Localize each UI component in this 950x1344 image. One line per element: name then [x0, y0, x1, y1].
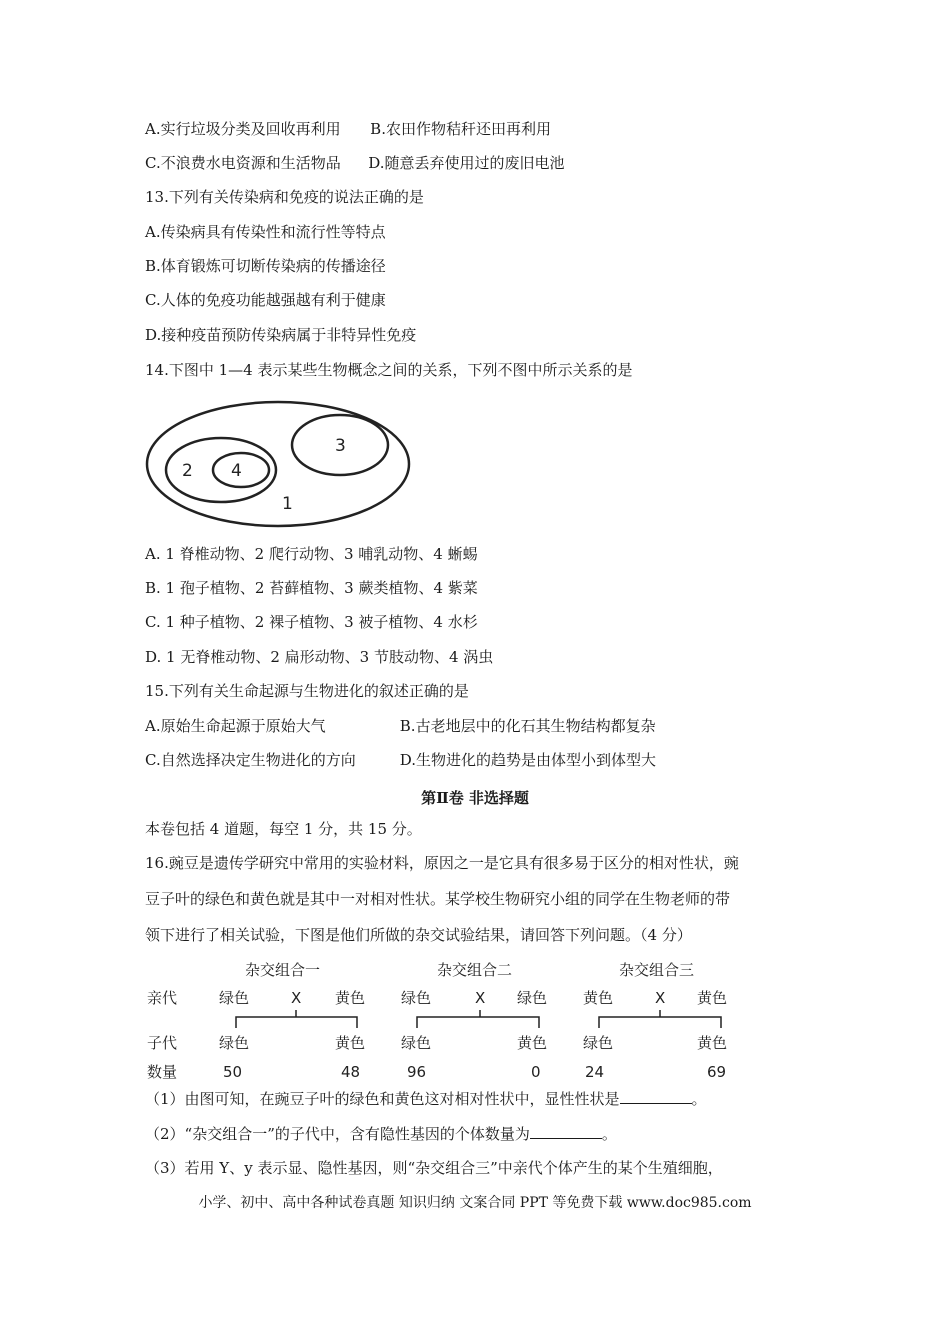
q16-sub-1	[145, 1089, 707, 1109]
q15-option-c: C.自然选择决定生物进化的方向	[145, 751, 356, 769]
group-3-offspring-1: 绿色	[583, 1034, 614, 1052]
group-2-count-1: 96	[407, 1063, 427, 1081]
group-2-offspring-2: 黄色	[517, 1034, 548, 1052]
page-footer: 小学、初中、高中各种试卷真题 知识归纳 文案合同 PPT 等免费下载 www.doc985.com	[198, 1195, 752, 1211]
q16-sub-2	[145, 1124, 617, 1144]
hybridization-results-diagram	[145, 958, 745, 1088]
row-label-count: 数量	[147, 1063, 178, 1081]
group-2-offspring-1: 绿色	[401, 1034, 432, 1052]
q13-option-a: A.传染病具有传染性和流行性等特点	[145, 223, 386, 241]
answer-blank-1[interactable]	[620, 1089, 692, 1104]
q15-stem: 15.下列有关生命起源与生物进化的叙述正确的是	[145, 682, 469, 700]
group-1-count-1: 50	[223, 1063, 243, 1081]
group-1-cross: X	[291, 989, 302, 1007]
q16-line-3: 领下进行了相关试验，下图是他们所做的杂交试验结果，请回答下列问题。（4 分）	[145, 926, 692, 944]
q15-option-a: A.原始生命起源于原始大气	[145, 717, 326, 735]
group-1-offspring-2: 黄色	[335, 1034, 366, 1052]
group-1-parent-2: 黄色	[335, 989, 366, 1007]
q15-options-row-2	[145, 750, 656, 770]
group-2-parent-1: 绿色	[401, 989, 432, 1007]
group-3-count-2: 69	[707, 1063, 727, 1081]
group-2-title: 杂交组合二	[437, 961, 513, 979]
q12-options-row-2	[145, 153, 565, 173]
q12-option-b: B.农田作物秸秆还田再利用	[370, 120, 551, 138]
label-4: 4	[231, 461, 242, 481]
q16-sub-3: （3）若用 Y、y 表示显、隐性基因，则“杂交组合三”中亲代个体产生的某个生殖细胞，	[145, 1159, 723, 1177]
q16-sub-2-text: （2）“杂交组合一”的子代中，含有隐性基因的个体数量为	[145, 1125, 530, 1143]
q12-option-d: D.随意丢弃使用过的废旧电池	[368, 154, 565, 172]
q14-option-b: B. 1 孢子植物、2 苔藓植物、3 蕨类植物、4 紫菜	[145, 579, 478, 597]
group-3-parent-2: 黄色	[697, 989, 728, 1007]
q15-options-row-1	[145, 716, 656, 736]
section-title: 第Ⅱ卷 非选择题	[421, 789, 529, 807]
group-1-title: 杂交组合一	[245, 961, 321, 979]
label-3: 3	[335, 436, 346, 456]
q14-option-d: D. 1 无脊椎动物、2 扁形动物、3 节肢动物、4 涡虫	[145, 648, 494, 666]
group-1-parent-1: 绿色	[219, 989, 250, 1007]
concept-relationship-diagram	[143, 392, 413, 532]
row-label-parents: 亲代	[147, 989, 178, 1007]
q12-option-a: A.实行垃圾分类及回收再利用	[145, 120, 341, 138]
q12-options-row-1	[145, 119, 551, 139]
q16-line-2: 豆子叶的绿色和黄色就是其中一对相对性状。某学校生物研究小组的同学在生物老师的带	[145, 890, 731, 908]
group-1-count-2: 48	[341, 1063, 361, 1081]
answer-blank-2[interactable]	[530, 1124, 602, 1139]
q13-stem: 13.下列有关传染病和免疫的说法正确的是	[145, 188, 424, 206]
q15-option-d: D.生物进化的趋势是由体型小到体型大	[399, 751, 657, 769]
group-3-count-1: 24	[585, 1063, 605, 1081]
q16-sub-2-end: 。	[601, 1125, 617, 1143]
group-2-parent-2: 绿色	[517, 989, 548, 1007]
q16-sub-1-text: （1）由图可知，在豌豆子叶的绿色和黄色这对相对性状中，显性性状是	[145, 1090, 620, 1108]
group-3-title: 杂交组合三	[619, 961, 695, 979]
group-3-offspring-2: 黄色	[697, 1034, 728, 1052]
q13-option-d: D.接种疫苗预防传染病属于非特异性免疫	[145, 326, 417, 344]
q16-sub-1-end: 。	[691, 1090, 707, 1108]
q13-option-c: C.人体的免疫功能越强越有利于健康	[145, 291, 386, 309]
section-intro: 本卷包括 4 道题，每空 1 分，共 15 分。	[145, 820, 422, 838]
group-3-cross: X	[655, 989, 666, 1007]
group-1-offspring-1: 绿色	[219, 1034, 250, 1052]
label-1: 1	[282, 494, 293, 514]
group-2-cross: X	[475, 989, 486, 1007]
label-2: 2	[182, 461, 193, 481]
q14-option-a: A. 1 脊椎动物、2 爬行动物、3 哺乳动物、4 蜥蜴	[145, 545, 478, 563]
group-2-count-2: 0	[531, 1063, 541, 1081]
row-label-offspring: 子代	[147, 1034, 178, 1052]
q14-stem: 14.下图中 1—4 表示某些生物概念之间的关系，下列不图中所示关系的是	[145, 361, 633, 379]
q14-option-c: C. 1 种子植物、2 裸子植物、3 被子植物、4 水杉	[145, 613, 478, 631]
q12-option-c: C.不浪费水电资源和生活物品	[145, 154, 341, 172]
q13-option-b: B.体育锻炼可切断传染病的传播途径	[145, 257, 386, 275]
group-3-parent-1: 黄色	[583, 989, 614, 1007]
q15-option-b: B.古老地层中的化石其生物结构都复杂	[399, 717, 656, 735]
q16-line-1: 16.豌豆是遗传学研究中常用的实验材料，原因之一是它具有很多易于区分的相对性状，豌	[145, 854, 739, 872]
